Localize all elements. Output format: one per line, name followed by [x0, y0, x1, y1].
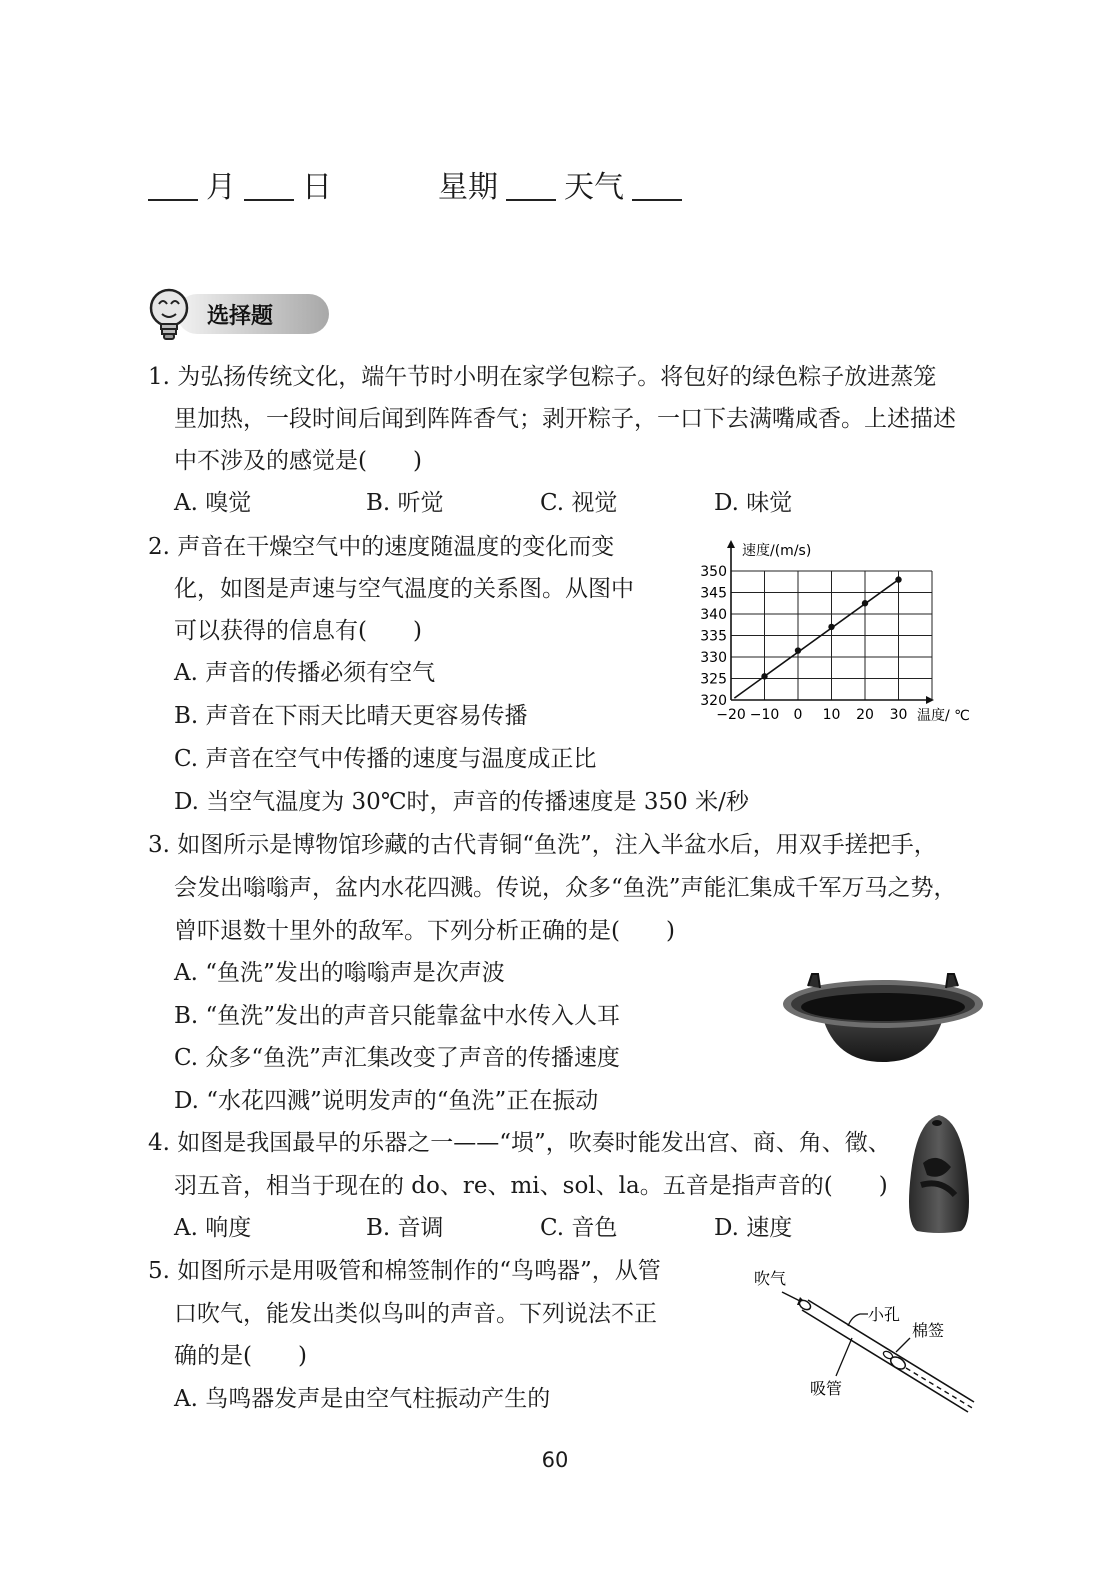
- bird-whistle-diagram: [748, 1264, 988, 1414]
- weekday-label: 星期: [438, 170, 498, 205]
- lightbulb-icon: [145, 286, 193, 342]
- date-weather-header: [148, 162, 690, 206]
- q1-line-3: 中不涉及的感觉是( ): [174, 448, 422, 474]
- y-tick-label: 335: [700, 628, 727, 645]
- q3-option-a: A. “鱼洗”发出的嗡嗡声是次声波: [174, 960, 505, 986]
- q2-line-2: 化，如图是声速与空气温度的关系图。从图中: [174, 576, 634, 602]
- section-banner: [145, 286, 335, 342]
- q5-line-2: 口吹气，能发出类似鸟叫的声音。下列说法不正: [174, 1301, 657, 1327]
- q1-line-2: 里加热，一段时间后闻到阵阵香气；剥开粽子，一口下去满嘴咸香。上述描述: [174, 406, 956, 432]
- month-label: 月: [206, 170, 236, 205]
- q4-line-1: 4. 如图是我国最早的乐器之一——“埙”，吹奏时能发出宫、商、角、徵、: [148, 1130, 891, 1156]
- series-line: [734, 580, 898, 699]
- x-tick-label: −20: [716, 707, 746, 723]
- q4-option-a: A. 响度: [174, 1215, 252, 1241]
- q4-line-2: 羽五音，相当于现在的 do、re、mi、sol、la。五音是指声音的( ): [174, 1173, 888, 1199]
- x-tick-label: −10: [749, 707, 780, 723]
- data-point: [828, 624, 834, 630]
- q4-option-d: D. 速度: [714, 1215, 793, 1241]
- page-number: 60: [541, 1448, 569, 1472]
- q2-option-b: B. 声音在下雨天比晴天更容易传播: [174, 703, 528, 729]
- q1-line-1: 1. 为弘扬传统文化，端午节时小明在家学包粽子。将包好的绿色粽子放进蒸笼: [148, 364, 937, 390]
- swab-label: 棉签: [912, 1321, 945, 1340]
- y-axis-arrow: [727, 540, 735, 548]
- y-tick-label: 350: [700, 564, 727, 580]
- q1-option-a: A. 嗅觉: [174, 490, 252, 516]
- weather-label: 天气: [564, 170, 624, 205]
- section-title: 选择题: [207, 304, 274, 329]
- chart-series: [734, 576, 901, 698]
- x-tick-label: 0: [793, 707, 803, 723]
- day-label: 日: [302, 170, 332, 205]
- xun-instrument-image: [903, 1113, 975, 1237]
- x-axis-label: 温度/ ℃: [917, 708, 970, 724]
- q3-option-d: D. “水花四溅”说明发声的“鱼洗”正在振动: [174, 1088, 599, 1114]
- weekday-blank: [506, 173, 556, 201]
- sound-speed-chart: [690, 530, 1000, 730]
- data-point: [895, 576, 901, 582]
- q3-option-c: C. 众多“鱼洗”声汇集改变了声音的传播速度: [174, 1045, 620, 1071]
- data-point: [795, 647, 801, 653]
- q1-option-c: C. 视觉: [540, 490, 618, 516]
- blow-label: 吹气: [754, 1269, 787, 1288]
- x-tick-label: 10: [822, 707, 841, 723]
- data-point: [862, 600, 868, 606]
- q2-option-c: C. 声音在空气中传播的速度与温度成正比: [174, 746, 597, 772]
- q1-option-d: D. 味觉: [714, 490, 793, 516]
- y-tick-label: 340: [700, 607, 727, 623]
- y-tick-label: 320: [700, 693, 727, 709]
- q3-line-1: 3. 如图所示是博物馆珍藏的古代青铜“鱼洗”，注入半盆水后，用双手搓把手，: [148, 832, 937, 858]
- q1-option-b: B. 听觉: [366, 490, 444, 516]
- weather-blank: [632, 173, 682, 201]
- cotton-swab-stick: [906, 1368, 974, 1409]
- x-tick-label: 20: [856, 707, 874, 723]
- y-tick-label: 345: [700, 585, 727, 602]
- q2-option-d: D. 当空气温度为 30℃时，声音的传播速度是 350 米/秒: [174, 789, 749, 815]
- q3-option-b: B. “鱼洗”发出的声音只能靠盆中水传入人耳: [174, 1003, 621, 1029]
- q5-option-a: A. 鸟鸣器发声是由空气柱振动产生的: [174, 1386, 551, 1412]
- y-axis-label: 速度/(m/s): [742, 543, 812, 559]
- q3-line-3: 曾吓退数十里外的敌军。下列分析正确的是( ): [174, 918, 675, 944]
- q4-option-c: C. 音色: [540, 1215, 618, 1241]
- q5-line-1: 5. 如图所示是用吸管和棉签制作的“鸟鸣器”，从管: [148, 1258, 661, 1284]
- hole-leader-line: [848, 1314, 868, 1326]
- month-blank: [148, 173, 198, 201]
- straw-leader-line: [836, 1338, 852, 1376]
- bronze-fish-basin-image: [780, 958, 986, 1068]
- y-tick-label: 330: [700, 650, 727, 666]
- q2-line-1: 2. 声音在干燥空气中的速度随温度的变化而变: [148, 534, 615, 560]
- q4-option-b: B. 音调: [366, 1215, 444, 1241]
- hole-label: 小孔: [868, 1305, 901, 1324]
- q3-line-2: 会发出嗡嗡声，盆内水花四溅。传说，众多“鱼洗”声能汇集成千军万马之势，: [174, 875, 957, 901]
- x-tick-label: 30: [889, 707, 908, 723]
- y-tick-label: 325: [700, 671, 727, 688]
- straw-label: 吸管: [810, 1379, 843, 1398]
- data-point: [761, 673, 767, 679]
- swab-leader-line: [896, 1338, 910, 1352]
- q2-line-3: 可以获得的信息有( ): [174, 618, 422, 644]
- q5-line-3: 确的是( ): [174, 1343, 307, 1369]
- chart-grid: [731, 571, 932, 700]
- day-blank: [244, 173, 294, 201]
- x-axis-arrow: [926, 696, 934, 704]
- q2-option-a: A. 声音的传播必须有空气: [174, 660, 436, 686]
